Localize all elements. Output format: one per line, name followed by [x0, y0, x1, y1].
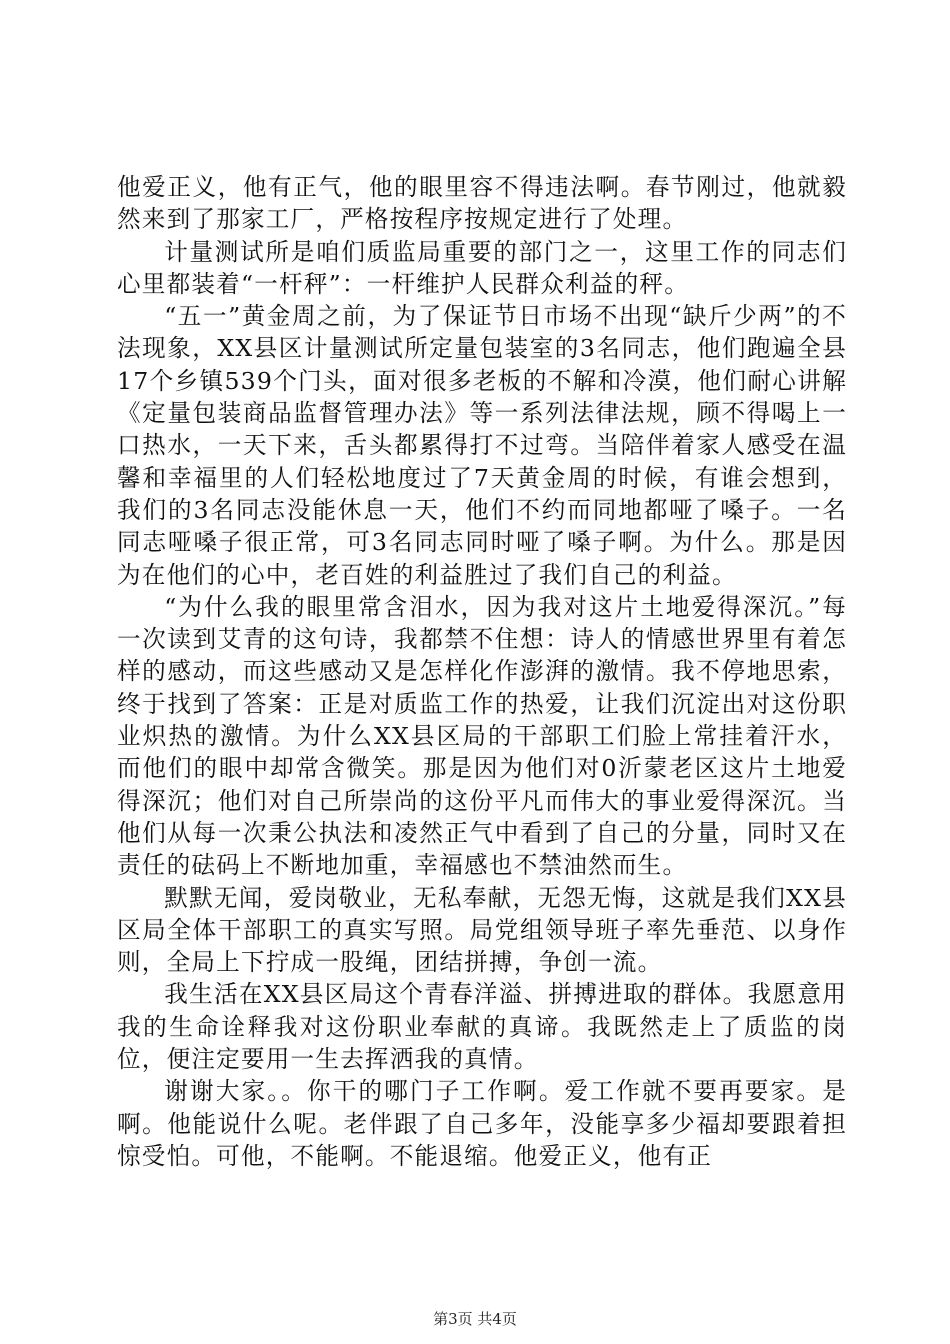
paragraph-1: 他爱正义，他有正气，他的眼里容不得违法啊。春节刚过，他就毅然来到了那家工厂，严格按程序按规定进行了处理。: [117, 173, 847, 234]
paragraph-2: 计量测试所是咱们质监局重要的部门之一，这里工作的同志们心里都装着“一杆秤”：一杆维护人民群众利益的秤。: [117, 237, 847, 298]
paragraph-5: 默默无闻，爱岗敬业，无私奉献，无怨无悔，这就是我们XX县区局全体干部职工的真实写照。局党组领导班子率先垂范、以身作则，全局上下拧成一股绳，团结拼搏，争创一流。: [117, 883, 847, 977]
paragraph-4: “为什么我的眼里常含泪水，因为我对这片土地爱得深沉。”每一次读到艾青的这句诗，我都禁不住想：诗人的情感世界里有着怎样的感动，而这些感动又是怎样化作澎湃的激情。我不停地思索，终于找到了答案：正是对质监工作的热爱，让我们沉淀出对这份职业炽热的激情。为什么XX县区局的干部职工们脸上常挂着汗水，而他们的眼中却常含微笑。那是因为他们对0沂蒙老区这片土地爱得深沉；他们对自己所崇尚的这份平凡而伟大的事业爱得深沉。当他们从每一次秉公执法和凌然正气中看到了自己的分量，同时又在责任的砝码上不断地加重，幸福感也不禁油然而生。: [117, 592, 847, 880]
paragraph-3: “五一”黄金周之前，为了保证节日市场不出现“缺斤少两”的不法现象，XX县区计量测试所定量包装室的3名同志，他们跑遍全县17个乡镇539个门头，面对很多老板的不解和冷漠，他们耐心讲解《定量包装商品监督管理办法》等一系列法律法规，顾不得喝上一口热水，一天下来，舌头都累得打不过弯。当陪伴着家人感受在温馨和幸福里的人们轻松地度过了7天黄金周的时候，有谁会想到，我们的3名同志没能休息一天，他们不约而同地都哑了嗓子。一名同志哑嗓子很正常，可3名同志同时哑了嗓子啊。为什么。那是因为在他们的心中，老百姓的利益胜过了我们自己的利益。: [117, 302, 847, 589]
body-text: [117, 171, 847, 1172]
page-number-footer: 第3页 共4页: [433, 1310, 517, 1328]
paragraph-7: 谢谢大家。。你干的哪门子工作啊。爱工作就不要再要家。是啊。他能说什么呢。老伴跟了自己多年，没能享多少福却要跟着担惊受怕。可他，不能啊。不能退缩。他爱正义，他有正: [117, 1077, 847, 1170]
paragraph-6: 我生活在XX县区局这个青春洋溢、拼搏进取的群体。我愿意用我的生命诠释我对这份职业奉献的真谛。我既然走上了质监的岗位，便注定要用一生去挥洒我的真情。: [117, 980, 847, 1074]
